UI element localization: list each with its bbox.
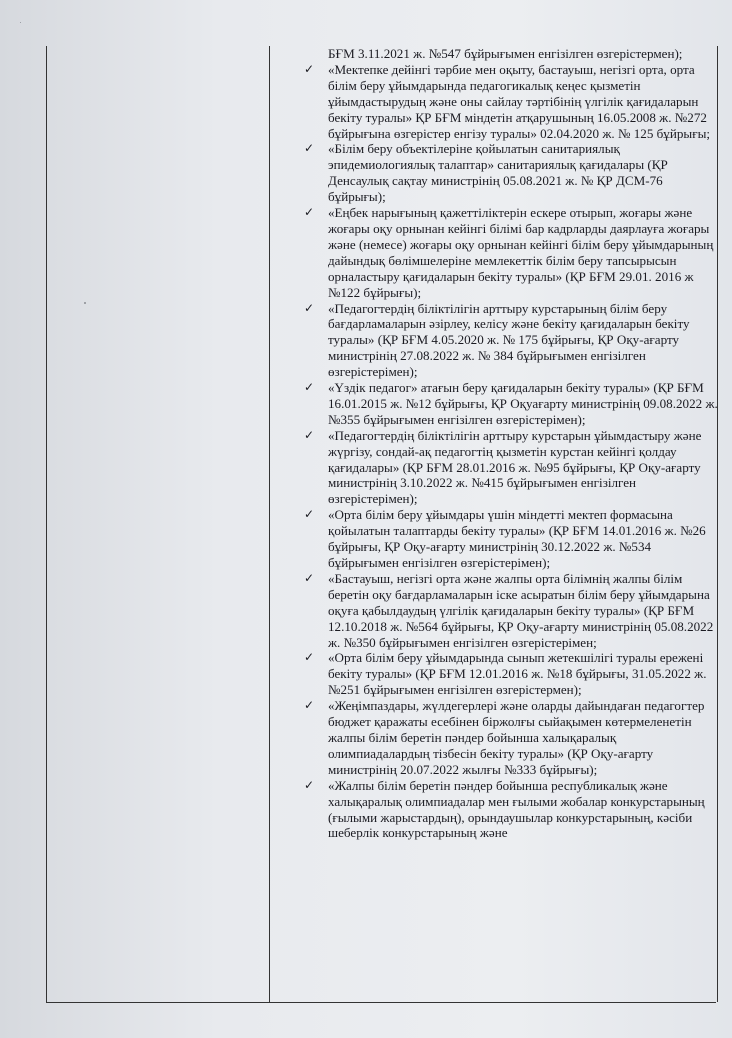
checkmark-icon: ✓ — [304, 570, 315, 585]
regulations-list — [298, 46, 718, 841]
list-item — [298, 380, 718, 428]
list-item — [298, 571, 718, 651]
checkmark-icon: ✓ — [304, 650, 315, 665]
list-item — [298, 205, 718, 300]
list-item — [298, 650, 718, 698]
table-bottom-line — [46, 1002, 716, 1003]
checkmark-icon: ✓ — [304, 380, 315, 395]
list-item-text: «Педагогтердің біліктілігін арттыру курстарын ұйымдастыру және жүргізу, сондай-ақ педагогтің қызметін курстан кейінгі қолдау қағидалары» (ҚР БҒМ 28.01.2016 ж. №95 бұйрығы, ҚР Оқу-ағарту министрінің 3.10.2022 ж. №415 бұйрығымен енгізілген өзгерістерімен); — [328, 427, 702, 507]
list-item-text: «Білім беру объектілеріне қойылатын санитариялық эпидемиологиялық талаптар» санитариялық қағидалары (ҚР Денсаулық сақтау министрінің 05.08.2021 ж. № ҚР ДСМ-76 бұйрығы); — [328, 141, 668, 205]
list-item-text: «Орта білім беру ұйымдары үшін міндетті мектеп формасына қойылатын талаптарды бекіту туралы» (ҚР БҒМ 14.01.2016 ж. №26 бұйрығы, ҚР Оқу-ағарту министрінің 30.12.2022 ж. №534 бұйрығымен енгізілген өзгерістерімен); — [328, 507, 706, 570]
list-item — [298, 428, 718, 508]
checkmark-icon: ✓ — [304, 205, 315, 220]
list-item-text: «Еңбек нарығының қажеттіліктерін ескере отырып, жоғары және жоғары оқу орнынан кейінгі білімі бар кадрларды даярлауға жоғары және (немесе) жоғары оқу орнынан кейінгі білім беру ұйымдарының дайындық бөлімшелеріне мемлекеттік білім беру тапсырысын орналастыру қағидаларын бекіту туралы» (ҚР БҒМ 29.01. 2016 ж №122 бұйрығы); — [328, 205, 714, 300]
list-item-text: «Орта білім беру ұйымдарында сынып жетекшілігі туралы ережені бекіту туралы» (ҚР БҒМ 12.01.2016 ж. №18 бұйрығы, 31.05.2022 ж. №251 бұйрығымен енгізілген өзгерістермен); — [328, 650, 707, 698]
checkmark-icon: ✓ — [304, 777, 315, 792]
list-item — [298, 507, 718, 571]
checkmark-icon: ✓ — [304, 61, 315, 76]
list-item-text: «Бастауыш, негізгі орта және жалпы орта білімнің жалпы білім беретін оқу бағдарламаларын іске асыратын білім беру ұйымдарына оқуға қабылдаудың үлгілік қағидаларын бекіту туралы» (ҚР БҒМ 12.10.2018 ж. №564 бұйрығы, ҚР Оқу-ағарту министрінің 05.08.2022 ж. №350 бұйрығымен енгізілген өзгерістерімен; — [328, 570, 714, 650]
checkmark-icon: ✓ — [304, 507, 315, 522]
list-item — [298, 141, 718, 205]
paper-speck — [20, 22, 21, 23]
list-item — [298, 62, 718, 142]
checkmark-icon: ✓ — [304, 300, 315, 315]
column-divider — [269, 46, 270, 1002]
checkmark-icon: ✓ — [304, 698, 315, 713]
list-item-text: «Педагогтердің біліктілігін арттыру курстарының білім беру бағдарламаларын әзірлеу, келісу және бекіту қағидаларын бекіту туралы» (ҚР БҒМ 4.05.2020 ж. № 175 бұйрығы, ҚР Оқу-ағарту министрінің 27.08.2022 ж. № 384 бұйрығымен енгізілген өзгерістерімен); — [328, 300, 690, 380]
checkmark-icon: ✓ — [304, 141, 315, 156]
continuation-text: БҒМ 3.11.2021 ж. №547 бұйрығымен енгізілген өзгерістермен); — [328, 46, 683, 61]
list-item-text: «Үздік педагог» атағын беру қағидаларын бекіту туралы» (ҚР БҒМ 16.01.2015 ж. №12 бұйрығы, ҚР Оқуағарту министрінің 09.08.2022 ж. №355 бұйрығымен енгізілген өзгерістерімен); — [328, 380, 718, 427]
checkmark-icon: ✓ — [304, 427, 315, 442]
list-item — [298, 301, 718, 381]
list-item — [298, 778, 718, 842]
list-item — [298, 698, 718, 778]
list-item-text: «Жеңімпаздары, жүлдегерлері және оларды дайындаған педагогтер бюджет қаражаты есебінен біржолғы сыйақымен көтермеленетін жалпы білім беретін пәндер бойынша халықаралық олимпиадалардың тізбесін бекіту туралы» (ҚР Оқу-ағарту министрінің 20.07.2022 жылғы №333 бұйрығы); — [328, 698, 705, 777]
list-item-text: «Жалпы білім беретін пәндер бойынша республикалық және халықаралық олимпиадалар мен ғылыми жобалар конкурстарының (ғылыми жарыстардың), орындаушылар конкурстарының, кәсіби шеберлік конкурстарының және — [328, 777, 705, 841]
list-item-text: «Мектепке дейінгі тәрбие мен оқыту, бастауыш, негізгі орта, орта білім беру ұйымдарында педагогикалық кеңес қызметін ұйымдастырудың және оны сайлау тәртібінің үлгілік қағидаларын бекіту туралы» ҚР БҒМ міндетін атқарушының 16.05.2008 ж. №272 бұйрығына өзгерістер енгізу туралы» 02.04.2020 ж. № 125 бұйрығы; — [328, 61, 711, 141]
